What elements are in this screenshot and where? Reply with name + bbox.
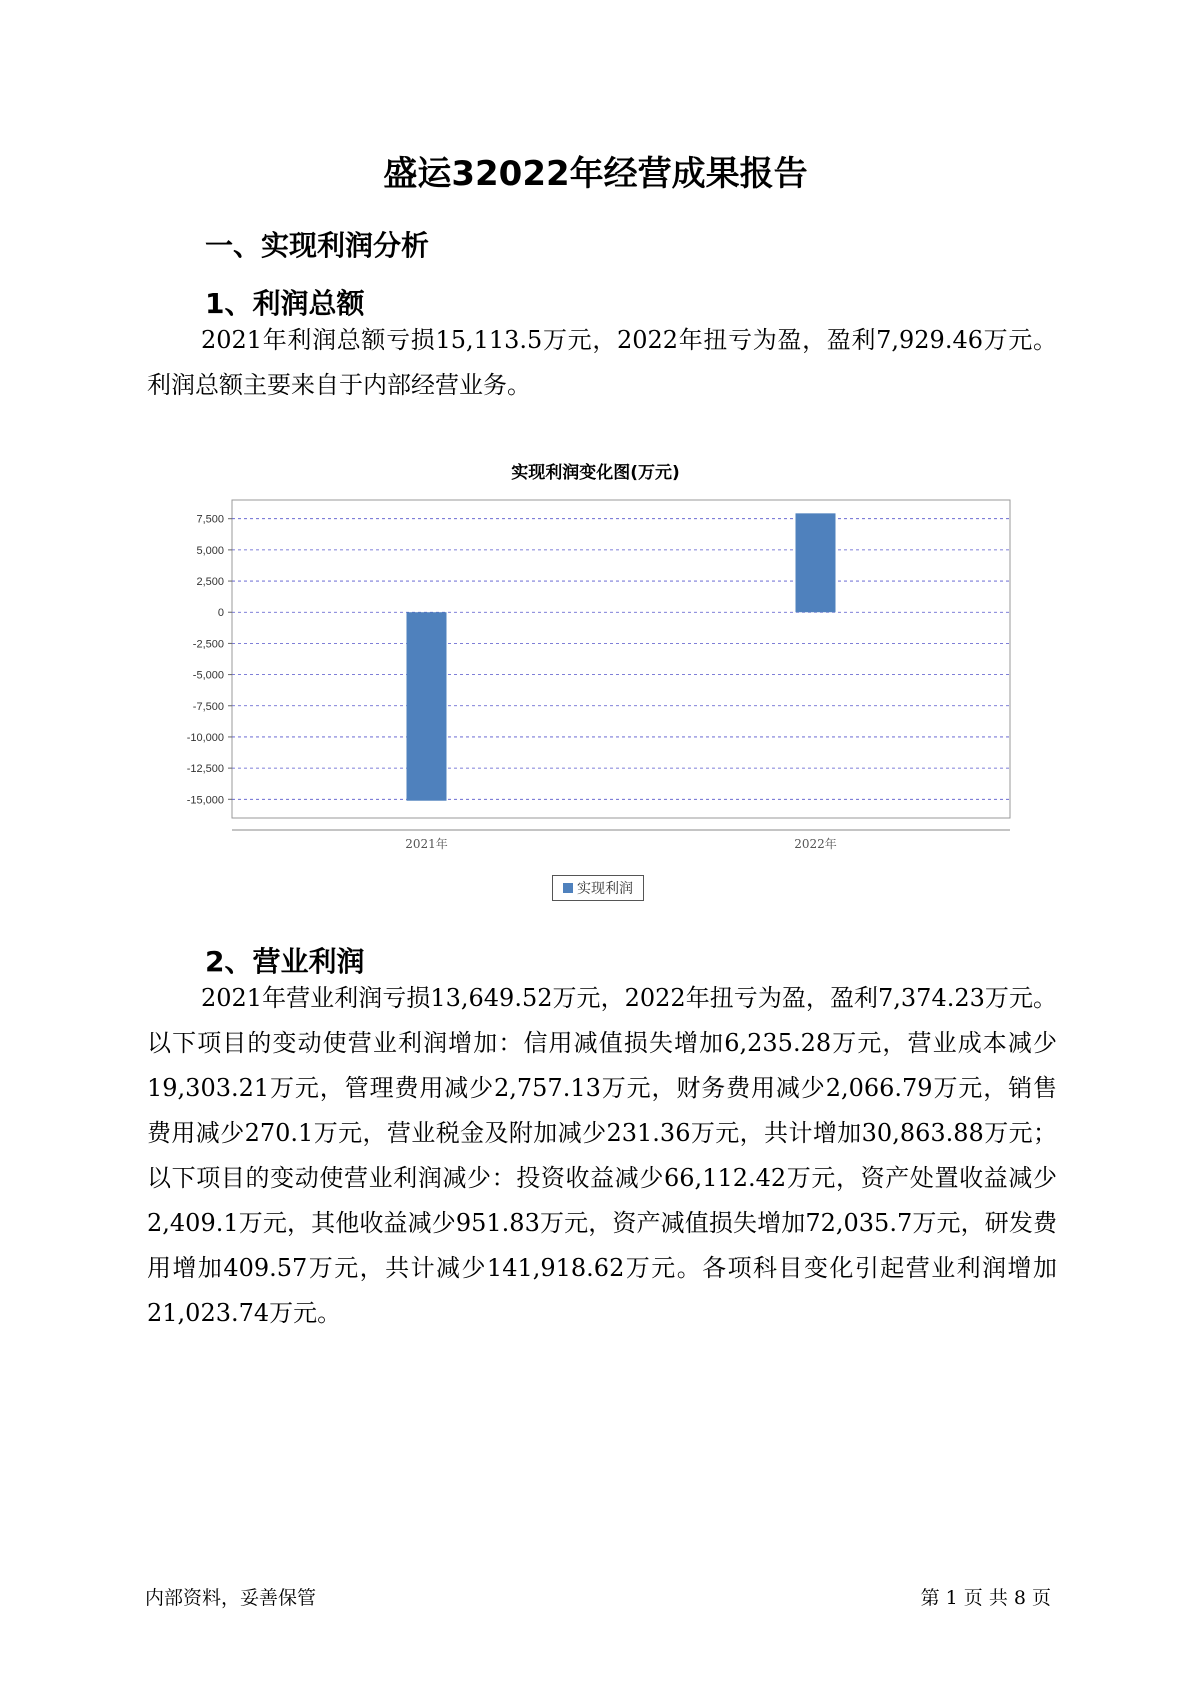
chart-title: 实现利润变化图(万元) bbox=[511, 463, 680, 483]
paragraph-total-profit: 2021年利润总额亏损15,113.5万元，2022年扭亏为盈，盈利7,929.46万元。利润总额主要来自于内部经营业务。 bbox=[147, 326, 1057, 399]
footer-confidential-note: 内部资料，妥善保管 bbox=[145, 1587, 317, 1609]
bar bbox=[407, 612, 447, 800]
paragraph-operating-profit: 2021年营业利润亏损13,649.52万元，2022年扭亏为盈，盈利7,374.23万元。以下项目的变动使营业利润增加：信用减值损失增加6,235.28万元，营业成本减少19,303.21万元，管理费用减少2,757.13万元，财务费用减少2,066.79万元，销售费用减少270.1万元，营业税金及附加减少231.36万元，共计增加30,863.88万元；以下项目的变动使营业利润减少：投资收益减少66,112.42万元，资产处置收益减少2,409.1万元，其他收益减少951.83万元，资产减值损失增加72,035.7万元，研发费用增加409.57万元，共计减少141,918.62万元。各项科目变化引起营业利润增加21,023.74万元。 bbox=[147, 984, 1057, 1327]
profit-bar-chart bbox=[160, 490, 1030, 870]
subsection-heading-operating-profit: 2、营业利润 bbox=[205, 945, 365, 978]
section-heading: 一、实现利润分析 bbox=[205, 229, 430, 262]
y-tick-label: 5,000 bbox=[196, 544, 224, 557]
y-tick-label: -15,000 bbox=[186, 794, 224, 807]
y-tick-label: -7,500 bbox=[192, 700, 224, 713]
y-tick-label: 2,500 bbox=[196, 576, 224, 589]
y-tick-label: -2,500 bbox=[192, 638, 224, 651]
legend-swatch bbox=[563, 883, 573, 893]
y-tick-label: -10,000 bbox=[186, 731, 224, 744]
subsection-heading-total-profit: 1、利润总额 bbox=[205, 287, 365, 320]
page-title: 盛运32022年经营成果报告 bbox=[383, 154, 808, 194]
bar bbox=[796, 513, 836, 612]
y-tick-label: -12,500 bbox=[186, 763, 224, 776]
y-tick-label: 7,500 bbox=[196, 513, 224, 526]
y-tick-label: -5,000 bbox=[192, 669, 224, 682]
legend-label: 实现利润 bbox=[577, 881, 633, 897]
x-tick-label: 2022年 bbox=[794, 837, 837, 851]
x-tick-label: 2021年 bbox=[405, 837, 448, 851]
plot-area bbox=[232, 500, 1010, 818]
chart-legend bbox=[552, 875, 644, 901]
footer-page-number: 第 1 页 共 8 页 bbox=[920, 1587, 1051, 1609]
y-tick-label: 0 bbox=[217, 607, 224, 620]
